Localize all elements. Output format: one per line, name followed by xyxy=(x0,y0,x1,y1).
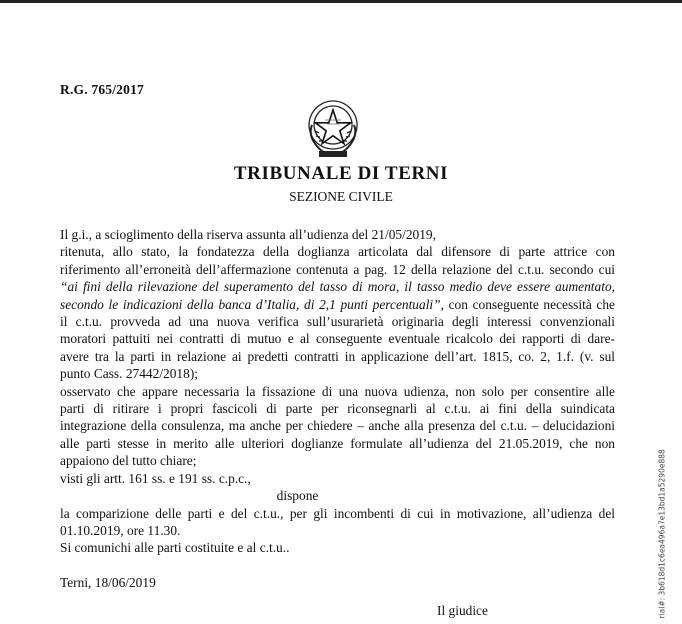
paragraph-osservato xyxy=(60,383,615,470)
quoted-text: secondo le indicazioni della banca d’Italia, di 2,1 punti percentuali” xyxy=(60,296,441,312)
text-line: parti di ritirare i propri fascicoli di parte per riconsegnarli al c.t.u. ai fini della suindicata xyxy=(60,401,615,417)
text-line: avere tra la parti in relazione ai predetti contratti in applicazione dell’art. 1815, co. 2, 1.f. (v. sul xyxy=(60,348,615,364)
text-line: alle parti stesse in merito alle ulteriori doglianze formulate all’udienza del 21.05.2019, che non xyxy=(60,435,615,451)
text-line: 01.10.2019, ore 11.30. xyxy=(60,522,181,538)
text-line: appaiono del tutto chiare; xyxy=(60,453,197,469)
paragraph-riserva: Il g.i., a scioglimento della riserva assunta all’udienza del 21/05/2019, xyxy=(60,227,436,242)
text-line: ritenuta, allo stato, la fondatezza della doglianza articolata dal difensore di parte attrice con xyxy=(60,244,615,260)
dispone-heading: dispone xyxy=(276,488,319,504)
judge-signature-label: Il giudice xyxy=(437,603,488,618)
court-section: SEZIONE CIVILE xyxy=(289,189,393,204)
text-line: la comparizione delle parti e del c.t.u., per gli incombenti di cui in motivazione, all’udienza del xyxy=(60,505,615,521)
republic-emblem-icon xyxy=(303,95,363,161)
paragraph-comparizione xyxy=(60,505,615,540)
text-line: riferimento all’erroneità dell’affermazione contenuta a pag. 12 della relazione del c.t.u. secondo cui xyxy=(60,261,615,277)
text-line: osservato che appare necessaria la fissazione di una nuova udienza, non solo per consentire alle xyxy=(60,383,615,399)
paragraph-ritenuta xyxy=(60,243,615,382)
text-line: punto Cass. 27442/2018); xyxy=(60,366,198,382)
side-stamp-text: rial#: 3b618d1c6ea496a7e13bd1a5290e888 xyxy=(657,449,667,619)
text-span: , con conseguente necessità che xyxy=(440,296,615,312)
text-line: il c.t.u. provveda ad una nuova verifica sull’usurarietà originaria degli interessi convenzionali xyxy=(60,314,615,330)
text-line: moratori pattuiti nei contratti di mutuo e al conseguente eventuale ricalcolo dei rapporti di dare- xyxy=(60,331,615,347)
text-line: integrazione della consulenza, ma anche per chiedere – anche alla presenza del c.t.u. – delucidazioni xyxy=(60,418,615,434)
text-line xyxy=(60,296,615,313)
court-name: TRIBUNALE DI TERNI xyxy=(233,163,449,184)
place-date: Terni, 18/06/2019 xyxy=(60,574,156,590)
order-body xyxy=(60,226,615,591)
paragraph-comunichi: Si comunichi alle parti costituite e al c.t.u.. xyxy=(60,540,290,556)
paragraph-visti: visti gli artt. 161 ss. e 191 ss. c.p.c., xyxy=(60,470,251,486)
case-number: R.G. 765/2017 xyxy=(60,82,144,97)
top-border xyxy=(0,0,682,3)
quoted-line: “ai fini della rilevazione del superamento del tasso di mora, il tasso medio deve essere aumentato, xyxy=(60,279,615,295)
side-stamp xyxy=(652,449,667,624)
